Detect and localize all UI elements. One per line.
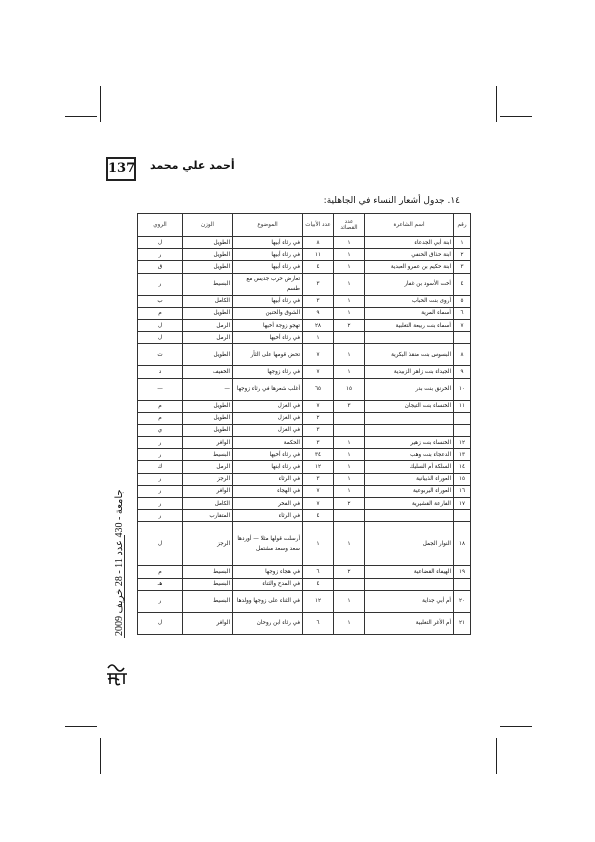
cell-rawi: م (138, 307, 183, 319)
cell-number: ١٨ (454, 522, 471, 566)
cell-verses: ٧ (303, 400, 334, 412)
cell-rawi: ر (138, 449, 183, 461)
cell-number: ١٤ (454, 461, 471, 473)
cell-poet: ابنة حكيم بن عمرو العبدية (365, 261, 454, 273)
cell-number: ١٧ (454, 498, 471, 510)
cell-poet (365, 412, 454, 424)
cell-poems (334, 424, 365, 436)
cell-topic: في رثاء أبيها (233, 295, 303, 307)
cell-rawi: م (138, 566, 183, 578)
cell-poet: الهيفاء القضاعية (365, 566, 454, 578)
cell-verses: ٦٥ (303, 378, 334, 400)
cell-meter: الكامل (183, 295, 233, 307)
table-row (138, 590, 471, 612)
cell-verses: ٧ (303, 344, 334, 366)
cell-topic: تعارض حرب جديس مع طسم (233, 273, 303, 295)
cell-topic: في رثاء ابن روحان (233, 612, 303, 634)
cell-poems: ١ (334, 485, 365, 497)
cell-poet: الفارعة القشيرية (365, 498, 454, 510)
cell-poems: ١ (334, 449, 365, 461)
cell-meter: — (183, 378, 233, 400)
col-header-poet: اسم الشاعرة (365, 214, 454, 237)
cell-verses: ١٢ (303, 590, 334, 612)
cell-poet: الخنساء بنت زهير (365, 437, 454, 449)
cell-meter: الطويل (183, 412, 233, 424)
cell-topic: أرسلت قولها مثلا — أوردها سعد وسعد مشتمل (233, 522, 303, 566)
cell-verses: ٧ (303, 366, 334, 378)
cell-number: ١٢ (454, 437, 471, 449)
col-header-verses: عدد الأبيات (303, 214, 334, 237)
cell-meter: الرمل (183, 461, 233, 473)
table-row (138, 319, 471, 331)
cell-topic: الحكمة (233, 437, 303, 449)
cell-number: ١٩ (454, 566, 471, 578)
table-row (138, 566, 471, 578)
cell-poems: ١٥ (334, 378, 365, 400)
cell-poet (365, 578, 454, 590)
cell-rawi: ر (138, 437, 183, 449)
cell-meter: البسيط (183, 566, 233, 578)
cell-poems: ١ (334, 366, 365, 378)
cell-number (454, 332, 471, 344)
cell-poet: أروى بنت الحباب (365, 295, 454, 307)
cell-meter: البسيط (183, 273, 233, 295)
cell-poems (334, 578, 365, 590)
table-row (138, 295, 471, 307)
cell-poems: ١ (334, 344, 365, 366)
page-number: 137 (106, 157, 136, 181)
cell-rawi: ب (138, 295, 183, 307)
cell-poet: العوراء الذبيانية (365, 473, 454, 485)
table-row (138, 498, 471, 510)
cell-verses: ٩ (303, 307, 334, 319)
table-row (138, 237, 471, 249)
table-row (138, 461, 471, 473)
cell-poems (334, 510, 365, 522)
cell-poet: العوراء اليربوعية (365, 485, 454, 497)
cell-rawi: ق (138, 261, 183, 273)
cell-topic: في رثاء أبيها (233, 237, 303, 249)
cell-verses: ٢ (303, 412, 334, 424)
cell-number: ٧ (454, 319, 471, 331)
cell-poet: الخرنق بنت بدر (365, 378, 454, 400)
table-row (138, 522, 471, 566)
cell-meter: الطويل (183, 400, 233, 412)
cell-number: ٦ (454, 307, 471, 319)
cell-verses: ١٢ (303, 461, 334, 473)
crop-mark (65, 726, 97, 727)
cell-verses: ١ (303, 332, 334, 344)
cell-topic: في هجاء زوجها (233, 566, 303, 578)
table-row (138, 400, 471, 412)
cell-topic: في الغزل (233, 412, 303, 424)
table-caption: ١٤. جدول أشعار النساء في الجاهلية: (323, 196, 460, 206)
cell-verses: ٧ (303, 498, 334, 510)
cell-topic: في الرثاء (233, 510, 303, 522)
table-row (138, 510, 471, 522)
cell-meter: الوافر (183, 437, 233, 449)
cell-rawi: ر (138, 485, 183, 497)
cell-meter: الرجز (183, 473, 233, 485)
table-row (138, 332, 471, 344)
cell-rawi: ر (138, 510, 183, 522)
cell-poet: السلكة أم السليك (365, 461, 454, 473)
cell-topic: في رثاء أبيها (233, 249, 303, 261)
cell-poet: أخت الأسود بن غفار (365, 273, 454, 295)
cell-number: ٤ (454, 273, 471, 295)
cell-number: ١٣ (454, 449, 471, 461)
cell-number (454, 412, 471, 424)
col-header-meter: الوزن (183, 214, 233, 237)
cell-meter: الوافر (183, 612, 233, 634)
cell-poet (365, 332, 454, 344)
table-row (138, 449, 471, 461)
cell-verses: ٤ (303, 261, 334, 273)
cell-meter: الخفيف (183, 366, 233, 378)
table-row (138, 307, 471, 319)
journal-logo-icon (104, 660, 130, 688)
cell-poems: ١ (334, 522, 365, 566)
cell-meter: الطويل (183, 424, 233, 436)
cell-verses: ٣ (303, 295, 334, 307)
cell-topic: في رثاء ابنها (233, 461, 303, 473)
cell-poems: ١ (334, 461, 365, 473)
cell-topic: في رثاء أخيها (233, 332, 303, 344)
cell-rawi: ك (138, 461, 183, 473)
cell-topic: في رثاء أبيها (233, 261, 303, 273)
table-row (138, 485, 471, 497)
cell-topic: في الفخر (233, 498, 303, 510)
cell-rawi: — (138, 378, 183, 400)
table-row (138, 473, 471, 485)
cell-rawi: ل (138, 237, 183, 249)
cell-poems: ١ (334, 237, 365, 249)
table-row (138, 437, 471, 449)
cell-rawi: ر (138, 590, 183, 612)
cell-poet: أسماء بنت ربيعة التغلبية (365, 319, 454, 331)
cell-number: ١١ (454, 400, 471, 412)
cell-topic: أغلب شعرها في رثاء زوجها (233, 378, 303, 400)
cell-topic: في الغزل (233, 424, 303, 436)
cell-meter: الرجز (183, 522, 233, 566)
cell-topic: في رثاء زوجها (233, 366, 303, 378)
cell-verses: ٣ (303, 437, 334, 449)
cell-rawi: ت (138, 344, 183, 366)
cell-poems: ٢ (334, 319, 365, 331)
cell-verses: ١١ (303, 249, 334, 261)
crop-mark (500, 116, 532, 117)
table-row (138, 578, 471, 590)
col-header-poems: عدد القصائد (334, 214, 365, 237)
cell-poet (365, 424, 454, 436)
table-row (138, 249, 471, 261)
cell-topic: في الثناء على زوجها وولدها (233, 590, 303, 612)
cell-poems: ١ (334, 261, 365, 273)
cell-poet: أم أبي جداية (365, 590, 454, 612)
cell-topic: تهجو زوجة أخيها (233, 319, 303, 331)
cell-number: ٢١ (454, 612, 471, 634)
table-row (138, 424, 471, 436)
cell-poems: ١ (334, 473, 365, 485)
cell-poet: الدعجاء بنت وهب (365, 449, 454, 461)
cell-poems: ١ (334, 295, 365, 307)
cell-rawi: ل (138, 612, 183, 634)
crop-mark (65, 116, 97, 117)
cell-number: ١٥ (454, 473, 471, 485)
cell-poet (365, 510, 454, 522)
cell-verses: ٦ (303, 612, 334, 634)
cell-poet: البسوس بنت منقذ البكرية (365, 344, 454, 366)
cell-verses: ٨ (303, 237, 334, 249)
col-header-rawi: الروي (138, 214, 183, 237)
cell-number (454, 510, 471, 522)
table-row (138, 366, 471, 378)
cell-poems: ١ (334, 590, 365, 612)
cell-meter: الرمل (183, 332, 233, 344)
cell-number: ٩ (454, 366, 471, 378)
cell-topic: تحض قومها على الثأر (233, 344, 303, 366)
cell-poems: ٣ (334, 400, 365, 412)
cell-verses: ٢٨ (303, 319, 334, 331)
cell-verses: ٤ (303, 510, 334, 522)
cell-rawi: ل (138, 319, 183, 331)
cell-poems: ٢ (334, 498, 365, 510)
poetry-table (137, 213, 471, 635)
cell-number: ١٠ (454, 378, 471, 400)
cell-verses: ١ (303, 522, 334, 566)
cell-topic: في الهجاء (233, 485, 303, 497)
crop-mark (496, 738, 497, 774)
cell-rawi: ي (138, 424, 183, 436)
cell-number: ٥ (454, 295, 471, 307)
cell-verses: ٧ (303, 485, 334, 497)
cell-rawi: ر (138, 473, 183, 485)
table-header-row (138, 214, 471, 237)
cell-meter: الطويل (183, 237, 233, 249)
cell-rawi: ل (138, 332, 183, 344)
cell-topic: في رثاء أخيها (233, 449, 303, 461)
cell-poems: ١ (334, 437, 365, 449)
cell-rawi: م (138, 412, 183, 424)
cell-poems: ١ (334, 307, 365, 319)
col-header-number: رقم (454, 214, 471, 237)
crop-mark (500, 726, 532, 727)
table-row (138, 378, 471, 400)
cell-rawi: ر (138, 249, 183, 261)
cell-number: ٢ (454, 249, 471, 261)
cell-poet: ابنة حذاق الحنفي (365, 249, 454, 261)
cell-verses: ٣ (303, 273, 334, 295)
table-row (138, 344, 471, 366)
cell-meter: الطويل (183, 261, 233, 273)
cell-meter: الرمل (183, 319, 233, 331)
cell-rawi: م (138, 400, 183, 412)
cell-poems: ١ (334, 612, 365, 634)
table-row (138, 261, 471, 273)
cell-rawi: ر (138, 273, 183, 295)
cell-poet: أم الأغر التغلبية (365, 612, 454, 634)
cell-verses: ٣ (303, 424, 334, 436)
table-row (138, 612, 471, 634)
cell-meter: الوافر (183, 485, 233, 497)
cell-rawi: ل (138, 522, 183, 566)
col-header-topic: الموضوع (233, 214, 303, 237)
cell-poems: ٢ (334, 566, 365, 578)
cell-poems (334, 412, 365, 424)
table-row (138, 412, 471, 424)
cell-topic: الشوق والحنين (233, 307, 303, 319)
cell-poet: ابنة أبي الجدعاء (365, 237, 454, 249)
cell-meter: الطويل (183, 249, 233, 261)
cell-meter: البسيط (183, 578, 233, 590)
cell-meter: الطويل (183, 344, 233, 366)
cell-verses: ٤ (303, 578, 334, 590)
journal-spine-text: 2009 جامعة - 430 عدد 11 - 28 خريف (114, 489, 125, 636)
cell-topic: في الغزل (233, 400, 303, 412)
crop-mark (496, 86, 497, 122)
cell-rawi: هـ (138, 578, 183, 590)
cell-verses: ٣٤ (303, 449, 334, 461)
cell-poet: الجيداء بنت زاهر الزبيدية (365, 366, 454, 378)
cell-poet: الخنساء بنت التيجان (365, 400, 454, 412)
cell-poet: أسماء المرية (365, 307, 454, 319)
cell-topic: في الرثاء (233, 473, 303, 485)
cell-meter: الطويل (183, 307, 233, 319)
cell-meter: البسيط (183, 449, 233, 461)
cell-number: ١٦ (454, 485, 471, 497)
cell-poems (334, 332, 365, 344)
table-row (138, 273, 471, 295)
cell-topic: في المدح والثناء (233, 578, 303, 590)
cell-poems: ١ (334, 249, 365, 261)
cell-poet: النوار الجمل (365, 522, 454, 566)
cell-meter: البسيط (183, 590, 233, 612)
cell-meter: الكامل (183, 498, 233, 510)
author-name: أحمد علي محمد (150, 159, 235, 172)
cell-number: ١ (454, 237, 471, 249)
cell-meter: المتقارب (183, 510, 233, 522)
cell-number: ٣ (454, 261, 471, 273)
cell-rawi: د (138, 366, 183, 378)
cell-rawi: ر (138, 498, 183, 510)
cell-verses: ٣ (303, 473, 334, 485)
cell-number: ٨ (454, 344, 471, 366)
crop-mark (100, 738, 101, 774)
cell-number: ٢٠ (454, 590, 471, 612)
cell-poems: ١ (334, 273, 365, 295)
cell-number (454, 578, 471, 590)
cell-number (454, 424, 471, 436)
crop-mark (100, 86, 101, 122)
cell-verses: ٦ (303, 566, 334, 578)
